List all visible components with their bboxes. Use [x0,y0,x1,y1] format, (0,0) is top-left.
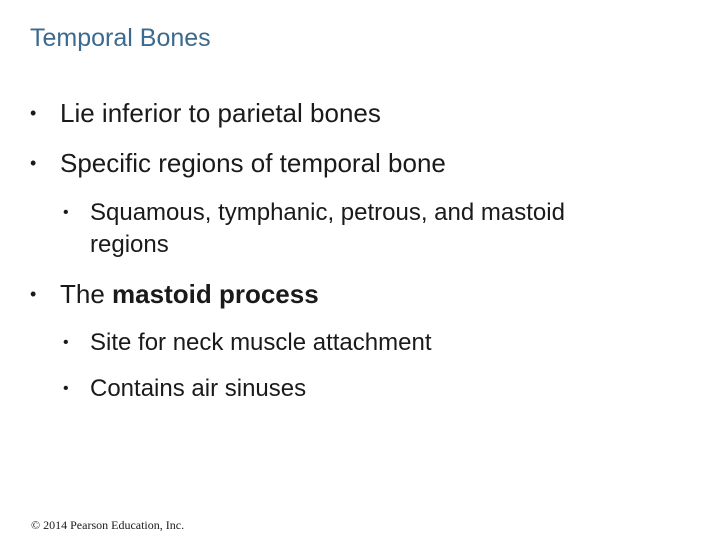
bullet-text: Lie inferior to parietal bones [60,98,381,128]
bullet-dot: • [63,204,69,221]
copyright-footer: © 2014 Pearson Education, Inc. [31,518,185,532]
subbullet-text: Site for neck muscle attachment [90,329,432,356]
bullet-text [60,279,319,309]
subbullet-text: Squamous, tymphanic, petrous, and mastoid [90,199,565,226]
bullet-dot: • [30,103,37,123]
subbullet-text: Contains air sinuses [90,375,307,402]
bullet-dot: • [30,284,37,304]
bullet-dot: • [63,380,69,397]
bullet-dot: • [30,153,37,173]
bullet-text-prefix: The [60,279,113,309]
bullet-dot: • [63,334,69,351]
slide-title: Temporal Bones [30,24,211,52]
bullet-text-bold: mastoid process [112,279,319,309]
bullet-text: Specific regions of temporal bone [60,148,446,178]
subbullet-text-continued: regions [90,231,169,258]
